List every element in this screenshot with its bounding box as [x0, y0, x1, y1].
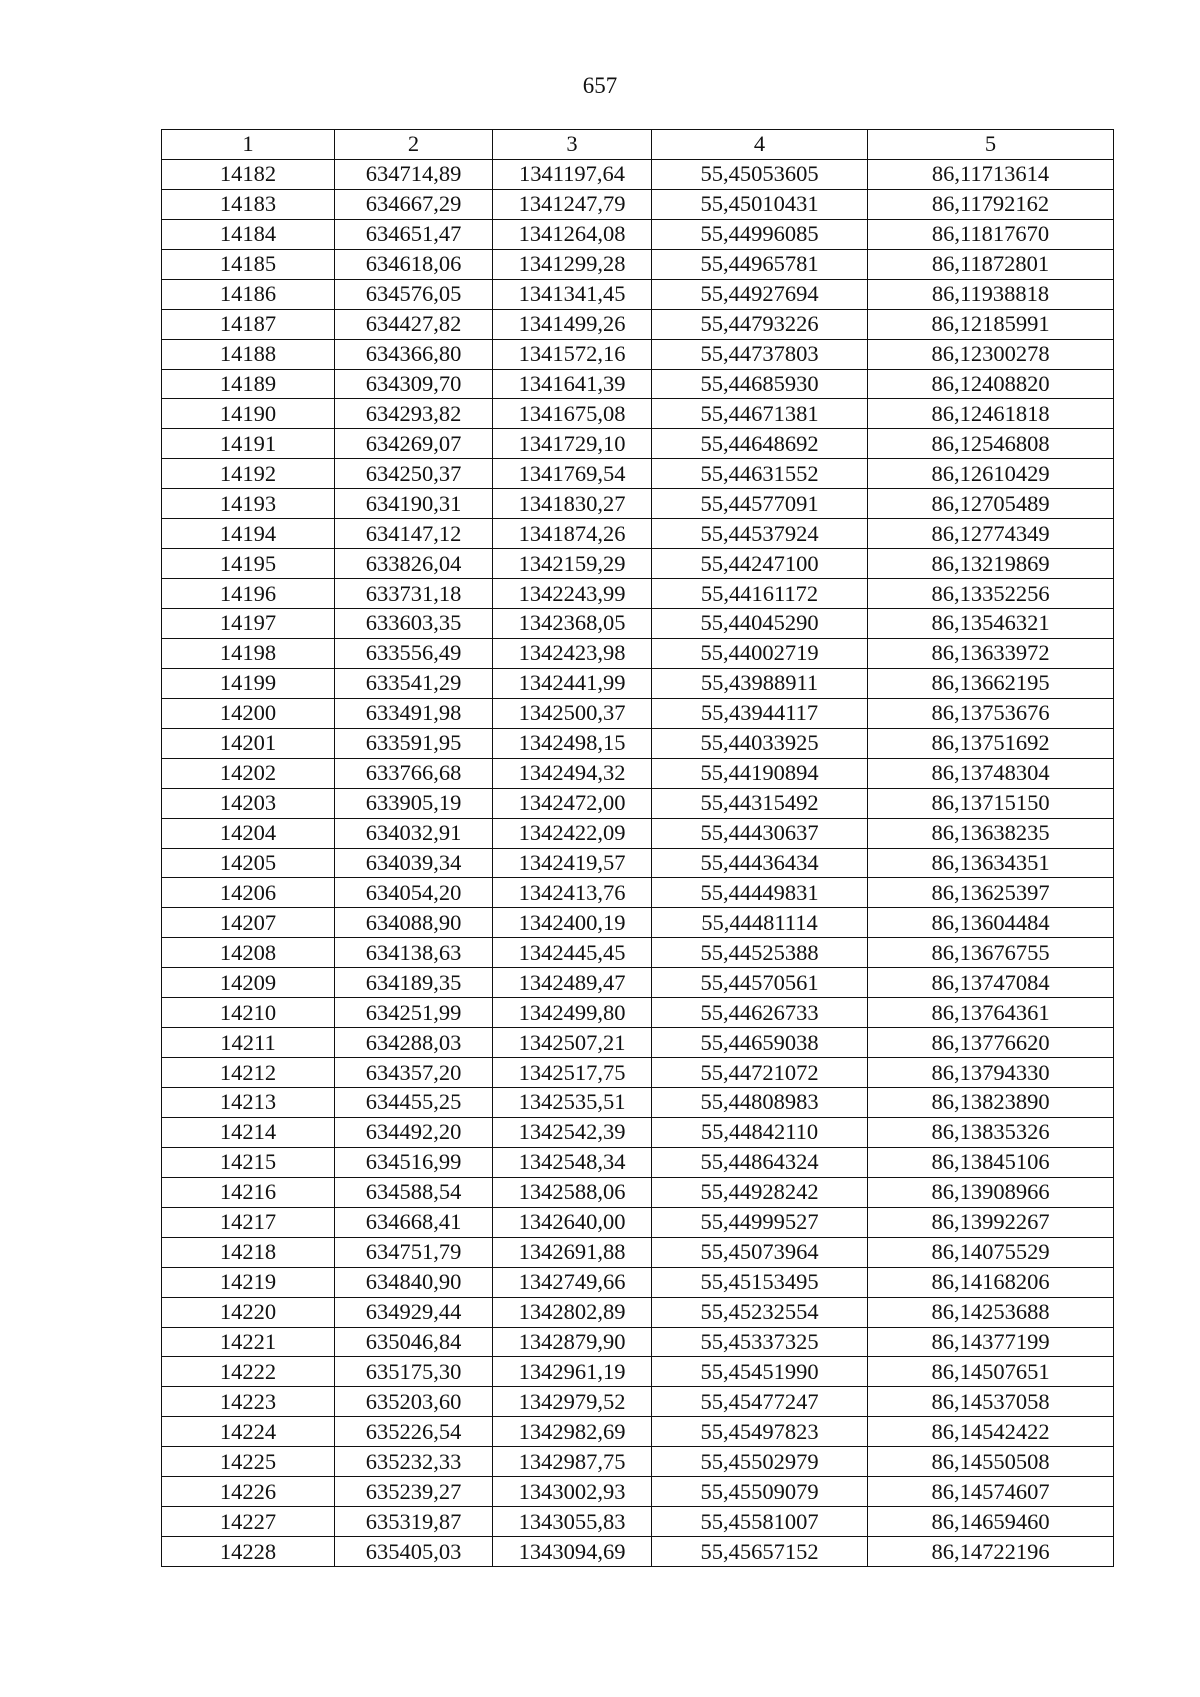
point-number-cell: 14185: [162, 249, 335, 279]
latitude-cell: 55,44737803: [652, 339, 868, 369]
x-coordinate-cell: 635175,30: [335, 1357, 493, 1387]
latitude-cell: 55,44659038: [652, 1028, 868, 1058]
longitude-cell: 86,13747084: [868, 968, 1114, 998]
point-number-cell: 14216: [162, 1177, 335, 1207]
x-coordinate-cell: 634054,20: [335, 878, 493, 908]
latitude-cell: 55,45581007: [652, 1507, 868, 1537]
y-coordinate-cell: 1342494,32: [493, 758, 652, 788]
point-number-cell: 14184: [162, 219, 335, 249]
x-coordinate-cell: 634357,20: [335, 1058, 493, 1088]
table-row: [162, 638, 1114, 668]
latitude-cell: 55,45657152: [652, 1537, 868, 1567]
latitude-cell: 55,44570561: [652, 968, 868, 998]
latitude-cell: 55,44537924: [652, 519, 868, 549]
x-coordinate-cell: 634651,47: [335, 219, 493, 249]
latitude-cell: 55,44842110: [652, 1117, 868, 1147]
point-number-cell: 14188: [162, 339, 335, 369]
point-number-cell: 14205: [162, 848, 335, 878]
latitude-cell: 55,45053605: [652, 159, 868, 189]
point-number-cell: 14210: [162, 998, 335, 1028]
y-coordinate-cell: 1341769,54: [493, 459, 652, 489]
x-coordinate-cell: 634929,44: [335, 1297, 493, 1327]
y-coordinate-cell: 1342445,45: [493, 938, 652, 968]
x-coordinate-cell: 634366,80: [335, 339, 493, 369]
point-number-cell: 14227: [162, 1507, 335, 1537]
point-number-cell: 14183: [162, 189, 335, 219]
longitude-cell: 86,14507651: [868, 1357, 1114, 1387]
point-number-cell: 14186: [162, 279, 335, 309]
longitude-cell: 86,14168206: [868, 1267, 1114, 1297]
latitude-cell: 55,45451990: [652, 1357, 868, 1387]
y-coordinate-cell: 1342749,66: [493, 1267, 652, 1297]
longitude-cell: 86,11792162: [868, 189, 1114, 219]
table-row: [162, 249, 1114, 279]
y-coordinate-cell: 1342640,00: [493, 1207, 652, 1237]
y-coordinate-cell: 1341499,26: [493, 309, 652, 339]
table-row: [162, 579, 1114, 609]
longitude-cell: 86,12185991: [868, 309, 1114, 339]
table-row: [162, 189, 1114, 219]
table-row: [162, 728, 1114, 758]
table-row: [162, 459, 1114, 489]
point-number-cell: 14193: [162, 489, 335, 519]
point-number-cell: 14228: [162, 1537, 335, 1567]
longitude-cell: 86,13835326: [868, 1117, 1114, 1147]
x-coordinate-cell: 633905,19: [335, 788, 493, 818]
longitude-cell: 86,13908966: [868, 1177, 1114, 1207]
latitude-cell: 55,45010431: [652, 189, 868, 219]
latitude-cell: 55,44631552: [652, 459, 868, 489]
point-number-cell: 14219: [162, 1267, 335, 1297]
table-body: [162, 159, 1114, 1566]
x-coordinate-cell: 634588,54: [335, 1177, 493, 1207]
y-coordinate-cell: 1342419,57: [493, 848, 652, 878]
x-coordinate-cell: 635405,03: [335, 1537, 493, 1567]
coordinates-table: [161, 129, 1114, 1567]
longitude-cell: 86,13662195: [868, 668, 1114, 698]
table-row: [162, 818, 1114, 848]
longitude-cell: 86,12610429: [868, 459, 1114, 489]
table-row: [162, 489, 1114, 519]
y-coordinate-cell: 1342879,90: [493, 1327, 652, 1357]
longitude-cell: 86,13764361: [868, 998, 1114, 1028]
table-row: [162, 1417, 1114, 1447]
latitude-cell: 55,45477247: [652, 1387, 868, 1417]
y-coordinate-cell: 1342517,75: [493, 1058, 652, 1088]
latitude-cell: 55,44965781: [652, 249, 868, 279]
table-row: [162, 1327, 1114, 1357]
table-header-row: [162, 130, 1114, 160]
point-number-cell: 14189: [162, 369, 335, 399]
latitude-cell: 55,43944117: [652, 698, 868, 728]
point-number-cell: 14211: [162, 1028, 335, 1058]
table-row: [162, 279, 1114, 309]
x-coordinate-cell: 634427,82: [335, 309, 493, 339]
x-coordinate-cell: 634039,34: [335, 848, 493, 878]
longitude-cell: 86,13676755: [868, 938, 1114, 968]
y-coordinate-cell: 1342987,75: [493, 1447, 652, 1477]
longitude-cell: 86,14659460: [868, 1507, 1114, 1537]
y-coordinate-cell: 1342691,88: [493, 1237, 652, 1267]
point-number-cell: 14192: [162, 459, 335, 489]
longitude-cell: 86,13715150: [868, 788, 1114, 818]
table-row: [162, 609, 1114, 639]
latitude-cell: 55,44928242: [652, 1177, 868, 1207]
longitude-cell: 86,13219869: [868, 549, 1114, 579]
longitude-cell: 86,14377199: [868, 1327, 1114, 1357]
y-coordinate-cell: 1343002,93: [493, 1477, 652, 1507]
column-header-2: 2: [335, 130, 493, 160]
y-coordinate-cell: 1342802,89: [493, 1297, 652, 1327]
x-coordinate-cell: 634576,05: [335, 279, 493, 309]
y-coordinate-cell: 1341729,10: [493, 429, 652, 459]
table-row: [162, 758, 1114, 788]
x-coordinate-cell: 634455,25: [335, 1088, 493, 1118]
latitude-cell: 55,44577091: [652, 489, 868, 519]
point-number-cell: 14217: [162, 1207, 335, 1237]
y-coordinate-cell: 1342535,51: [493, 1088, 652, 1118]
point-number-cell: 14209: [162, 968, 335, 998]
x-coordinate-cell: 634293,82: [335, 399, 493, 429]
latitude-cell: 55,44525388: [652, 938, 868, 968]
point-number-cell: 14191: [162, 429, 335, 459]
latitude-cell: 55,44626733: [652, 998, 868, 1028]
x-coordinate-cell: 634667,29: [335, 189, 493, 219]
x-coordinate-cell: 634516,99: [335, 1147, 493, 1177]
point-number-cell: 14199: [162, 668, 335, 698]
table-row: [162, 998, 1114, 1028]
table-row: [162, 968, 1114, 998]
longitude-cell: 86,13352256: [868, 579, 1114, 609]
point-number-cell: 14190: [162, 399, 335, 429]
table-row: [162, 1177, 1114, 1207]
x-coordinate-cell: 634138,63: [335, 938, 493, 968]
x-coordinate-cell: 634250,37: [335, 459, 493, 489]
longitude-cell: 86,13845106: [868, 1147, 1114, 1177]
y-coordinate-cell: 1342588,06: [493, 1177, 652, 1207]
x-coordinate-cell: 634668,41: [335, 1207, 493, 1237]
column-header-1: 1: [162, 130, 335, 160]
table-row: [162, 1447, 1114, 1477]
x-coordinate-cell: 634618,06: [335, 249, 493, 279]
latitude-cell: 55,44999527: [652, 1207, 868, 1237]
x-coordinate-cell: 633591,95: [335, 728, 493, 758]
table-row: [162, 1147, 1114, 1177]
longitude-cell: 86,11872801: [868, 249, 1114, 279]
x-coordinate-cell: 635232,33: [335, 1447, 493, 1477]
longitude-cell: 86,11713614: [868, 159, 1114, 189]
y-coordinate-cell: 1342441,99: [493, 668, 652, 698]
y-coordinate-cell: 1342400,19: [493, 908, 652, 938]
longitude-cell: 86,14722196: [868, 1537, 1114, 1567]
column-header-3: 3: [493, 130, 652, 160]
x-coordinate-cell: 633766,68: [335, 758, 493, 788]
y-coordinate-cell: 1342243,99: [493, 579, 652, 609]
longitude-cell: 86,13634351: [868, 848, 1114, 878]
longitude-cell: 86,13751692: [868, 728, 1114, 758]
x-coordinate-cell: 634492,20: [335, 1117, 493, 1147]
y-coordinate-cell: 1342159,29: [493, 549, 652, 579]
table-row: [162, 668, 1114, 698]
point-number-cell: 14226: [162, 1477, 335, 1507]
x-coordinate-cell: 634190,31: [335, 489, 493, 519]
y-coordinate-cell: 1342548,34: [493, 1147, 652, 1177]
y-coordinate-cell: 1342499,80: [493, 998, 652, 1028]
table-row: [162, 1357, 1114, 1387]
table-row: [162, 1237, 1114, 1267]
x-coordinate-cell: 634288,03: [335, 1028, 493, 1058]
point-number-cell: 14213: [162, 1088, 335, 1118]
table-row: [162, 219, 1114, 249]
y-coordinate-cell: 1341830,27: [493, 489, 652, 519]
table-row: [162, 519, 1114, 549]
x-coordinate-cell: 635239,27: [335, 1477, 493, 1507]
column-header-5: 5: [868, 130, 1114, 160]
point-number-cell: 14207: [162, 908, 335, 938]
table-row: [162, 399, 1114, 429]
longitude-cell: 86,14253688: [868, 1297, 1114, 1327]
y-coordinate-cell: 1342507,21: [493, 1028, 652, 1058]
x-coordinate-cell: 633541,29: [335, 668, 493, 698]
longitude-cell: 86,13753676: [868, 698, 1114, 728]
y-coordinate-cell: 1342979,52: [493, 1387, 652, 1417]
y-coordinate-cell: 1341874,26: [493, 519, 652, 549]
latitude-cell: 55,44671381: [652, 399, 868, 429]
point-number-cell: 14220: [162, 1297, 335, 1327]
table-row: [162, 1088, 1114, 1118]
table-row: [162, 429, 1114, 459]
x-coordinate-cell: 634714,89: [335, 159, 493, 189]
y-coordinate-cell: 1342982,69: [493, 1417, 652, 1447]
x-coordinate-cell: 633556,49: [335, 638, 493, 668]
point-number-cell: 14208: [162, 938, 335, 968]
longitude-cell: 86,13748304: [868, 758, 1114, 788]
y-coordinate-cell: 1341247,79: [493, 189, 652, 219]
x-coordinate-cell: 635046,84: [335, 1327, 493, 1357]
point-number-cell: 14194: [162, 519, 335, 549]
latitude-cell: 55,45073964: [652, 1237, 868, 1267]
point-number-cell: 14218: [162, 1237, 335, 1267]
longitude-cell: 86,12774349: [868, 519, 1114, 549]
table-row: [162, 1207, 1114, 1237]
point-number-cell: 14224: [162, 1417, 335, 1447]
latitude-cell: 55,43988911: [652, 668, 868, 698]
x-coordinate-cell: 633731,18: [335, 579, 493, 609]
latitude-cell: 55,44315492: [652, 788, 868, 818]
table-row: [162, 1387, 1114, 1417]
longitude-cell: 86,13633972: [868, 638, 1114, 668]
y-coordinate-cell: 1341197,64: [493, 159, 652, 189]
x-coordinate-cell: 635319,87: [335, 1507, 493, 1537]
point-number-cell: 14215: [162, 1147, 335, 1177]
x-coordinate-cell: 634251,99: [335, 998, 493, 1028]
y-coordinate-cell: 1342489,47: [493, 968, 652, 998]
latitude-cell: 55,45337325: [652, 1327, 868, 1357]
y-coordinate-cell: 1341572,16: [493, 339, 652, 369]
longitude-cell: 86,13625397: [868, 878, 1114, 908]
y-coordinate-cell: 1341641,39: [493, 369, 652, 399]
longitude-cell: 86,14075529: [868, 1237, 1114, 1267]
latitude-cell: 55,44996085: [652, 219, 868, 249]
point-number-cell: 14197: [162, 609, 335, 639]
x-coordinate-cell: 634751,79: [335, 1237, 493, 1267]
x-coordinate-cell: 634309,70: [335, 369, 493, 399]
y-coordinate-cell: 1342423,98: [493, 638, 652, 668]
latitude-cell: 55,44002719: [652, 638, 868, 668]
table-row: [162, 788, 1114, 818]
longitude-cell: 86,13794330: [868, 1058, 1114, 1088]
latitude-cell: 55,44648692: [652, 429, 868, 459]
y-coordinate-cell: 1341675,08: [493, 399, 652, 429]
point-number-cell: 14212: [162, 1058, 335, 1088]
y-coordinate-cell: 1341341,45: [493, 279, 652, 309]
longitude-cell: 86,12408820: [868, 369, 1114, 399]
x-coordinate-cell: 633491,98: [335, 698, 493, 728]
latitude-cell: 55,44033925: [652, 728, 868, 758]
latitude-cell: 55,44436434: [652, 848, 868, 878]
table-row: [162, 938, 1114, 968]
table-row: [162, 369, 1114, 399]
latitude-cell: 55,44449831: [652, 878, 868, 908]
longitude-cell: 86,13638235: [868, 818, 1114, 848]
longitude-cell: 86,14542422: [868, 1417, 1114, 1447]
point-number-cell: 14187: [162, 309, 335, 339]
table-row: [162, 1058, 1114, 1088]
point-number-cell: 14201: [162, 728, 335, 758]
point-number-cell: 14196: [162, 579, 335, 609]
table-row: [162, 339, 1114, 369]
latitude-cell: 55,44430637: [652, 818, 868, 848]
latitude-cell: 55,44721072: [652, 1058, 868, 1088]
table-row: [162, 878, 1114, 908]
longitude-cell: 86,13604484: [868, 908, 1114, 938]
x-coordinate-cell: 634189,35: [335, 968, 493, 998]
point-number-cell: 14221: [162, 1327, 335, 1357]
y-coordinate-cell: 1342961,19: [493, 1357, 652, 1387]
x-coordinate-cell: 634269,07: [335, 429, 493, 459]
longitude-cell: 86,12705489: [868, 489, 1114, 519]
y-coordinate-cell: 1341299,28: [493, 249, 652, 279]
latitude-cell: 55,44247100: [652, 549, 868, 579]
table-row: [162, 1507, 1114, 1537]
point-number-cell: 14206: [162, 878, 335, 908]
point-number-cell: 14182: [162, 159, 335, 189]
latitude-cell: 55,45153495: [652, 1267, 868, 1297]
table-row: [162, 848, 1114, 878]
x-coordinate-cell: 633603,35: [335, 609, 493, 639]
latitude-cell: 55,44864324: [652, 1147, 868, 1177]
longitude-cell: 86,12546808: [868, 429, 1114, 459]
latitude-cell: 55,44793226: [652, 309, 868, 339]
table-row: [162, 309, 1114, 339]
point-number-cell: 14225: [162, 1447, 335, 1477]
y-coordinate-cell: 1342498,15: [493, 728, 652, 758]
latitude-cell: 55,44045290: [652, 609, 868, 639]
point-number-cell: 14195: [162, 549, 335, 579]
point-number-cell: 14222: [162, 1357, 335, 1387]
longitude-cell: 86,12461818: [868, 399, 1114, 429]
table-row: [162, 159, 1114, 189]
latitude-cell: 55,44481114: [652, 908, 868, 938]
table-row: [162, 1477, 1114, 1507]
y-coordinate-cell: 1342368,05: [493, 609, 652, 639]
longitude-cell: 86,14537058: [868, 1387, 1114, 1417]
y-coordinate-cell: 1343094,69: [493, 1537, 652, 1567]
latitude-cell: 55,44161172: [652, 579, 868, 609]
y-coordinate-cell: 1342500,37: [493, 698, 652, 728]
x-coordinate-cell: 634840,90: [335, 1267, 493, 1297]
latitude-cell: 55,44190894: [652, 758, 868, 788]
table-row: [162, 1297, 1114, 1327]
y-coordinate-cell: 1342542,39: [493, 1117, 652, 1147]
x-coordinate-cell: 635226,54: [335, 1417, 493, 1447]
x-coordinate-cell: 633826,04: [335, 549, 493, 579]
latitude-cell: 55,45509079: [652, 1477, 868, 1507]
x-coordinate-cell: 634088,90: [335, 908, 493, 938]
longitude-cell: 86,12300278: [868, 339, 1114, 369]
latitude-cell: 55,45502979: [652, 1447, 868, 1477]
x-coordinate-cell: 634147,12: [335, 519, 493, 549]
y-coordinate-cell: 1343055,83: [493, 1507, 652, 1537]
point-number-cell: 14204: [162, 818, 335, 848]
longitude-cell: 86,13546321: [868, 609, 1114, 639]
y-coordinate-cell: 1342422,09: [493, 818, 652, 848]
latitude-cell: 55,45232554: [652, 1297, 868, 1327]
point-number-cell: 14203: [162, 788, 335, 818]
longitude-cell: 86,11817670: [868, 219, 1114, 249]
y-coordinate-cell: 1342413,76: [493, 878, 652, 908]
table-row: [162, 1267, 1114, 1297]
table-row: [162, 908, 1114, 938]
point-number-cell: 14200: [162, 698, 335, 728]
longitude-cell: 86,14574607: [868, 1477, 1114, 1507]
point-number-cell: 14223: [162, 1387, 335, 1417]
longitude-cell: 86,11938818: [868, 279, 1114, 309]
latitude-cell: 55,45497823: [652, 1417, 868, 1447]
point-number-cell: 14214: [162, 1117, 335, 1147]
latitude-cell: 55,44927694: [652, 279, 868, 309]
table-row: [162, 698, 1114, 728]
y-coordinate-cell: 1342472,00: [493, 788, 652, 818]
longitude-cell: 86,14550508: [868, 1447, 1114, 1477]
table-row: [162, 1117, 1114, 1147]
y-coordinate-cell: 1341264,08: [493, 219, 652, 249]
table-row: [162, 549, 1114, 579]
table-row: [162, 1028, 1114, 1058]
table-row: [162, 1537, 1114, 1567]
x-coordinate-cell: 634032,91: [335, 818, 493, 848]
longitude-cell: 86,13823890: [868, 1088, 1114, 1118]
page-number: 657: [582, 73, 618, 98]
column-header-4: 4: [652, 130, 868, 160]
point-number-cell: 14198: [162, 638, 335, 668]
latitude-cell: 55,44808983: [652, 1088, 868, 1118]
point-number-cell: 14202: [162, 758, 335, 788]
longitude-cell: 86,13776620: [868, 1028, 1114, 1058]
x-coordinate-cell: 635203,60: [335, 1387, 493, 1417]
latitude-cell: 55,44685930: [652, 369, 868, 399]
longitude-cell: 86,13992267: [868, 1207, 1114, 1237]
